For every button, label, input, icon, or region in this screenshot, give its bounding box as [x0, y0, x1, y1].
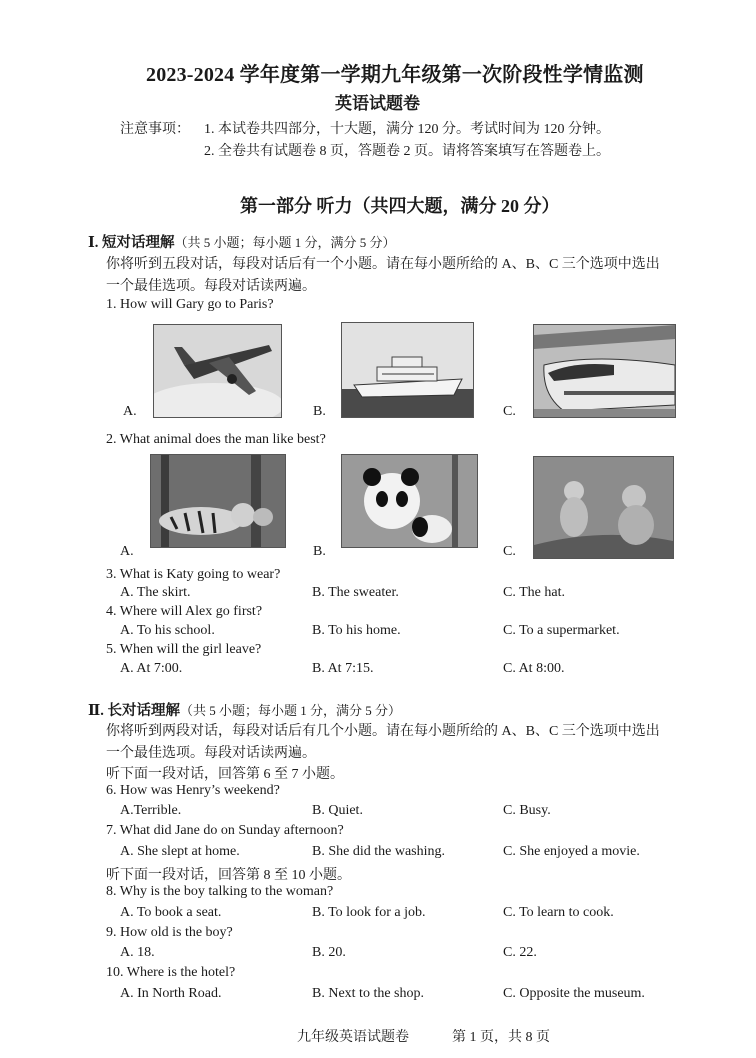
- q7-option-a: A. She slept at home.: [120, 844, 240, 859]
- question-8: 8. Why is the boy talking to the woman?: [106, 884, 334, 899]
- q2-option-b: B.: [313, 544, 326, 559]
- section1-heading: [88, 231, 396, 252]
- q9-option-a: A. 18.: [120, 945, 155, 960]
- q2-option-c: C.: [503, 544, 516, 559]
- dialogue-2-intro: 听下面一段对话，回答第 8 至 10 小题。: [106, 868, 351, 883]
- q3-option-b: B. The sweater.: [312, 585, 399, 600]
- q10-option-b: B. Next to the shop.: [312, 986, 424, 1001]
- notes-label: 注意事项：: [120, 122, 190, 137]
- q5-option-a: A. At 7:00.: [120, 661, 183, 676]
- tiger-image: [150, 454, 286, 548]
- question-4: 4. Where will Alex go first?: [106, 604, 263, 619]
- ship-image: [341, 322, 474, 418]
- section1-instruction-2: 一个最佳选项。每段对话读两遍。: [106, 279, 316, 294]
- section2-heading: [88, 699, 401, 720]
- airplane-image: [153, 324, 282, 418]
- q3-option-a: A. The skirt.: [120, 585, 191, 600]
- question-3: 3. What is Katy going to wear?: [106, 567, 281, 582]
- q7-option-c: C. She enjoyed a movie.: [503, 844, 640, 859]
- section2-instruction: 你将听到两段对话，每段对话后有几个小题。请在每小题所给的 A、B、C 三个选项中选出: [106, 724, 660, 739]
- q2-option-a: A.: [120, 544, 134, 559]
- dialogue-1-intro: 听下面一段对话，回答第 6 至 7 小题。: [106, 767, 344, 782]
- q3-option-c: C. The hat.: [503, 585, 565, 600]
- footer-title: 九年级英语试题卷: [297, 1030, 409, 1045]
- q6-option-a: A.Terrible.: [120, 803, 182, 818]
- q4-option-b: B. To his home.: [312, 623, 401, 638]
- section2-detail: （共 5 小题；每小题 1 分，满分 5 分）: [179, 703, 401, 718]
- page-number: 第 1 页，共 8 页: [452, 1030, 550, 1045]
- panda-image: [341, 454, 478, 548]
- monkey-image: [533, 456, 674, 559]
- note-1: 1. 本试卷共四部分，十大题，满分 120 分。考试时间为 120 分钟。: [204, 122, 610, 137]
- question-9: 9. How old is the boy?: [106, 925, 233, 940]
- question-7: 7. What did Jane do on Sunday afternoon?: [106, 823, 344, 838]
- question-2: 2. What animal does the man like best?: [106, 432, 326, 447]
- q4-option-c: C. To a supermarket.: [503, 623, 620, 638]
- q5-option-c: C. At 8:00.: [503, 661, 565, 676]
- q7-option-b: B. She did the washing.: [312, 844, 445, 859]
- q8-option-c: C. To learn to cook.: [503, 905, 614, 920]
- section1-instruction: 你将听到五段对话，每段对话后有一个小题。请在每小题所给的 A、B、C 三个选项中选出: [106, 257, 660, 272]
- question-1: 1. How will Gary go to Paris?: [106, 297, 274, 312]
- q8-option-a: A. To book a seat.: [120, 905, 222, 920]
- q10-option-c: C. Opposite the museum.: [503, 986, 645, 1001]
- q1-option-b: B.: [313, 404, 326, 419]
- question-6: 6. How was Henry’s weekend?: [106, 783, 280, 798]
- section2-instruction-2: 一个最佳选项。每段对话读两遍。: [106, 746, 316, 761]
- exam-title: 2023-2024 学年度第一学期九年级第一次阶段性学情监测: [146, 64, 644, 86]
- section1-detail: （共 5 小题；每小题 1 分，满分 5 分）: [174, 235, 396, 250]
- q10-option-a: A. In North Road.: [120, 986, 222, 1001]
- question-5: 5. When will the girl leave?: [106, 642, 262, 657]
- q8-option-b: B. To look for a job.: [312, 905, 426, 920]
- exam-subtitle: 英语试题卷: [335, 94, 420, 113]
- section1-title: Ⅰ. 短对话理解: [88, 235, 175, 251]
- q6-option-b: B. Quiet.: [312, 803, 363, 818]
- q4-option-a: A. To his school.: [120, 623, 215, 638]
- q9-option-c: C. 22.: [503, 945, 537, 960]
- q9-option-b: B. 20.: [312, 945, 346, 960]
- part-title: 第一部分 听力（共四大题，满分 20 分）: [240, 196, 560, 216]
- q1-option-c: C.: [503, 404, 516, 419]
- q1-option-a: A.: [123, 404, 137, 419]
- q6-option-c: C. Busy.: [503, 803, 551, 818]
- note-2: 2. 全卷共有试题卷 8 页，答题卷 2 页。请将答案填写在答题卷上。: [204, 144, 610, 159]
- train-image: [533, 324, 676, 418]
- section2-title: Ⅱ. 长对话理解: [88, 703, 180, 719]
- question-10: 10. Where is the hotel?: [106, 965, 236, 980]
- q5-option-b: B. At 7:15.: [312, 661, 374, 676]
